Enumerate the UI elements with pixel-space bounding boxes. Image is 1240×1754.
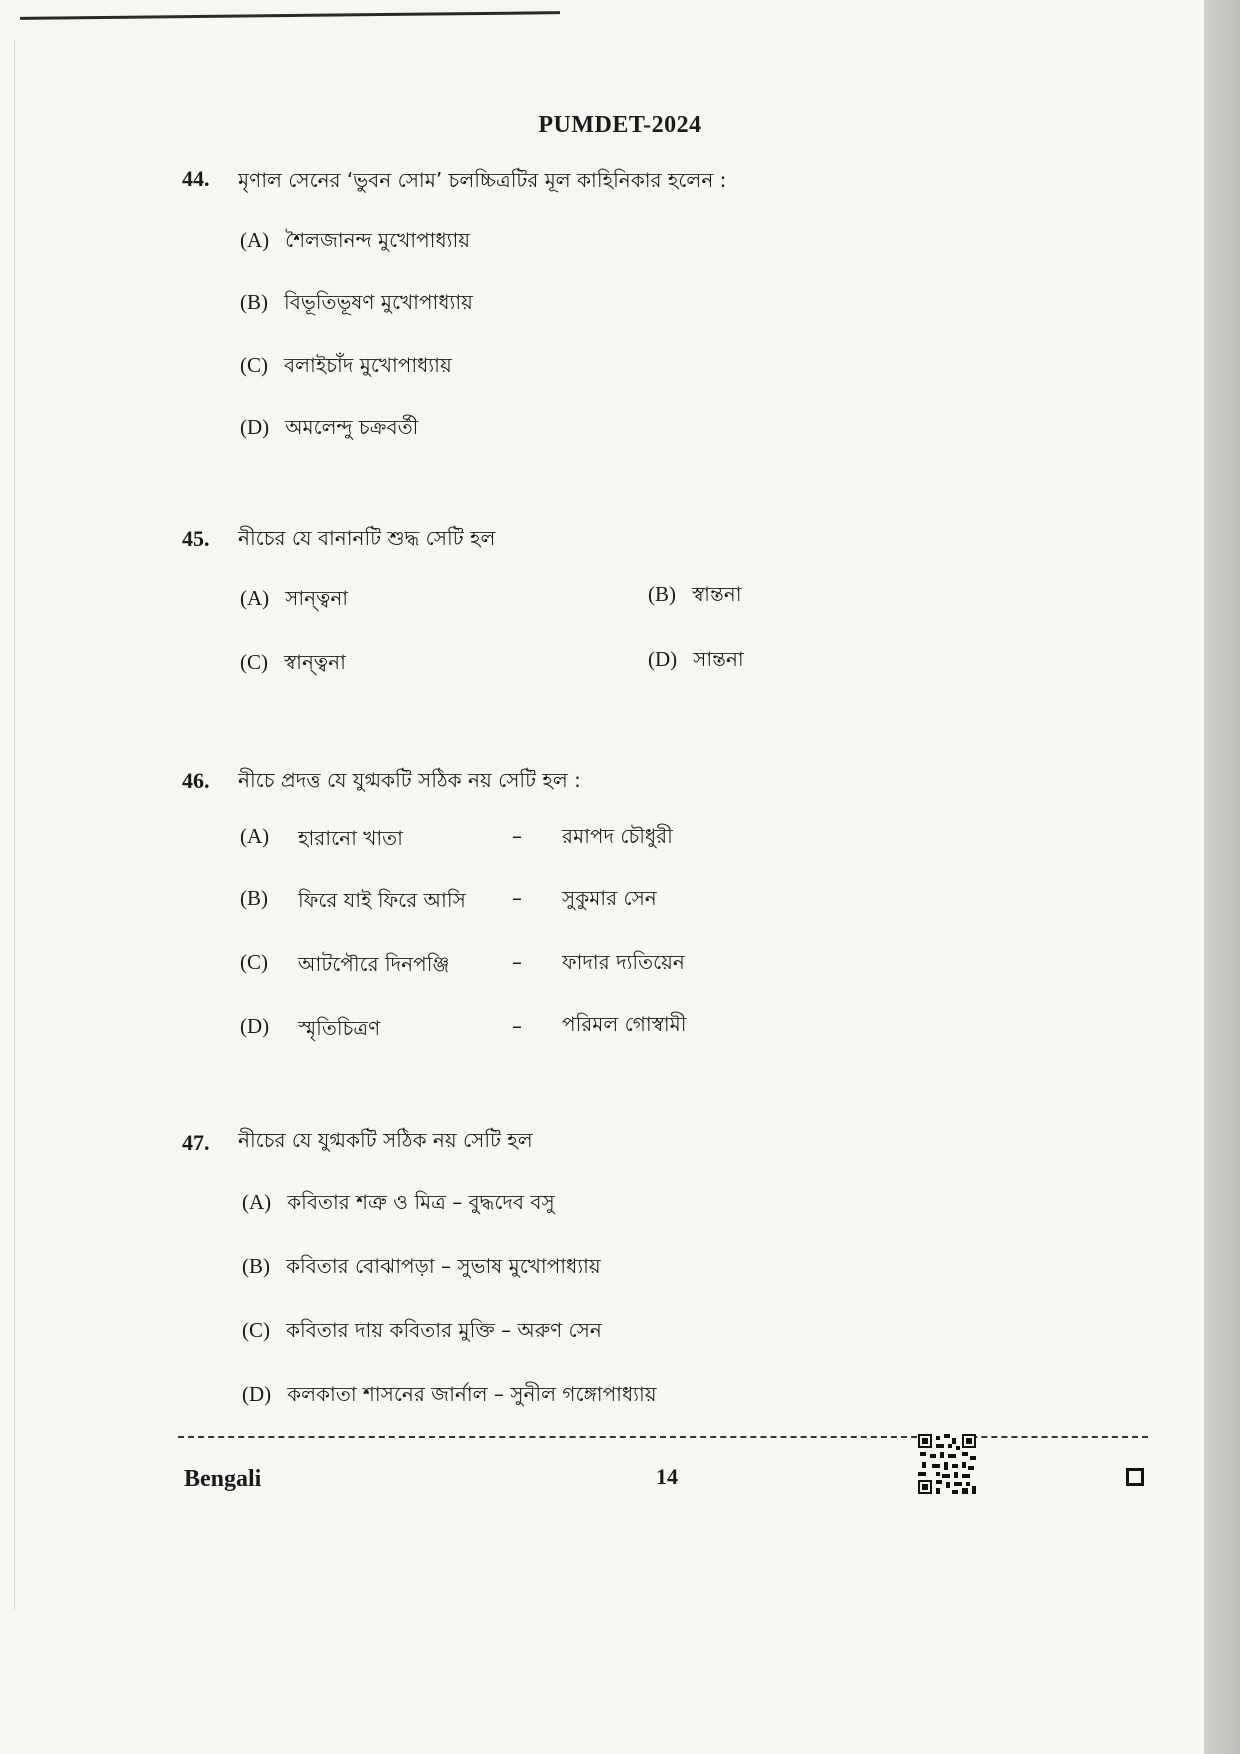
option-46-a-label: (A) [240,824,270,848]
option-44-a: (A) শৈলজানন্দ মুখোপাধ্যায় [240,228,471,252]
option-46-a-work: হারানো খাতা [298,826,403,850]
question-text-45: নীচের যে বানানটি শুদ্ধ সেটি হল [238,526,496,550]
footer-divider [178,1436,1148,1438]
option-46-c-work: আটপৌরে দিনপঞ্জি [298,952,450,976]
option-46-a-dash: – [512,824,522,848]
option-45-c: (C) স্বান্ত্বনা [240,650,346,674]
option-45-a: (A) সান্ত্বনা [240,586,349,610]
option-45-b: (B) স্বান্তনা [648,582,742,606]
scanner-edge-shadow [1204,0,1240,1754]
option-46-d-label: (D) [240,1014,270,1038]
option-45-d: (D) সান্তনা [648,647,744,671]
question-number-46: 46. [182,768,210,793]
footer-subject: Bengali [184,1466,262,1492]
corner-square-icon [1126,1468,1144,1486]
option-46-d-work: স্মৃতিচিত্রণ [298,1016,381,1040]
option-47-d: (D) কলকাতা শাসনের জার্নাল – সুনীল গঙ্গোপাধ্যায় [242,1382,657,1406]
page-title: PUMDET-2024 [538,112,702,138]
option-46-b-label: (B) [240,886,268,910]
question-text-46: নীচে প্রদত্ত যে যুগ্মকটি সঠিক নয় সেটি হল : [238,768,581,792]
option-46-b-dash: – [512,886,522,910]
option-46-c-dash: – [512,950,522,974]
option-46-b-author: সুকুমার সেন [562,886,657,910]
option-46-d-author: পরিমল গোস্বামী [562,1012,687,1036]
option-44-b: (B) বিভূতিভূষণ মুখোপাধ্যায় [240,290,473,314]
option-46-c-label: (C) [240,950,268,974]
option-44-d: (D) অমলেন্দু চক্রবর্তী [240,415,419,439]
question-text-47: নীচের যে যুগ্মকটি সঠিক নয় সেটি হল [238,1128,533,1152]
option-44-c: (C) বলাইচাঁদ মুখোপাধ্যায় [240,353,452,377]
question-number-45: 45. [182,526,210,551]
option-46-d-dash: – [512,1014,522,1038]
option-46-a-author: রমাপদ চৌধুরী [562,824,673,848]
option-46-c-author: ফাদার দ্যতিয়েন [562,950,685,974]
question-number-44: 44. [182,166,210,191]
question-number-47: 47. [182,1130,210,1155]
option-46-b-work: ফিরে যাই ফিরে আসি [298,888,466,912]
option-47-b: (B) কবিতার বোঝাপড়া – সুভাষ মুখোপাধ্যায় [242,1254,601,1278]
question-text-44: মৃণাল সেনের ‘ভুবন সোম’ চলচ্চিত্রটির মূল কাহিনিকার হলেন : [238,168,727,192]
option-47-c: (C) কবিতার দায় কবিতার মুক্তি – অরুণ সেন [242,1318,602,1342]
page-number: 14 [656,1464,678,1489]
page-fold-edge [14,40,75,1610]
option-47-a: (A) কবিতার শত্রু ও মিত্র – বুদ্ধদেব বসু [242,1190,555,1214]
qr-code-icon [918,1434,976,1494]
